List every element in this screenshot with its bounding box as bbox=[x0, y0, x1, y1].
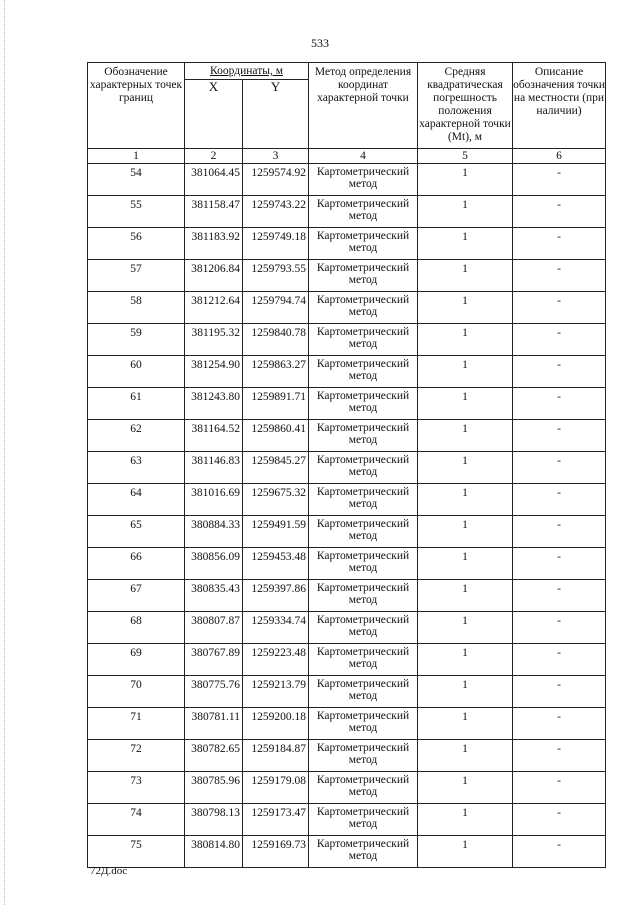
accuracy-cell: 1 bbox=[418, 228, 513, 260]
table-row bbox=[88, 196, 606, 228]
method-cell: Картометрический метод bbox=[309, 676, 418, 708]
header-designation: Обозначение характерных точек границ bbox=[88, 63, 185, 149]
x-coordinate-cell: 381254.90 bbox=[185, 356, 243, 388]
accuracy-cell: 1 bbox=[418, 292, 513, 324]
x-coordinate-cell: 380781.11 bbox=[185, 708, 243, 740]
point-id-cell: 55 bbox=[88, 196, 185, 228]
point-id-cell: 58 bbox=[88, 292, 185, 324]
method-cell: Картометрический метод bbox=[309, 164, 418, 196]
description-cell: - bbox=[513, 804, 606, 836]
description-cell: - bbox=[513, 548, 606, 580]
accuracy-cell: 1 bbox=[418, 740, 513, 772]
table-row bbox=[88, 836, 606, 868]
x-coordinate-cell: 381158.47 bbox=[185, 196, 243, 228]
header-y: Y bbox=[243, 80, 309, 149]
accuracy-cell: 1 bbox=[418, 612, 513, 644]
method-cell: Картометрический метод bbox=[309, 356, 418, 388]
description-cell: - bbox=[513, 388, 606, 420]
accuracy-cell: 1 bbox=[418, 644, 513, 676]
column-number: 4 bbox=[309, 149, 418, 164]
header-accuracy: Средняя квадратическая погрешность положения характерной точки (Mt), м bbox=[418, 63, 513, 149]
x-coordinate-cell: 381195.32 bbox=[185, 324, 243, 356]
point-id-cell: 54 bbox=[88, 164, 185, 196]
table-row bbox=[88, 452, 606, 484]
accuracy-cell: 1 bbox=[418, 484, 513, 516]
table-row bbox=[88, 516, 606, 548]
accuracy-cell: 1 bbox=[418, 836, 513, 868]
x-coordinate-cell: 380814.80 bbox=[185, 836, 243, 868]
table-row bbox=[88, 676, 606, 708]
y-coordinate-cell: 1259200.18 bbox=[243, 708, 309, 740]
description-cell: - bbox=[513, 612, 606, 644]
header-description: Описание обозначения точки на местности (при наличии) bbox=[513, 63, 606, 149]
point-id-cell: 69 bbox=[88, 644, 185, 676]
page-number: 533 bbox=[311, 36, 329, 50]
point-id-cell: 65 bbox=[88, 516, 185, 548]
method-cell: Картометрический метод bbox=[309, 580, 418, 612]
point-id-cell: 57 bbox=[88, 260, 185, 292]
description-cell: - bbox=[513, 324, 606, 356]
x-coordinate-cell: 381183.92 bbox=[185, 228, 243, 260]
point-id-cell: 67 bbox=[88, 580, 185, 612]
point-id-cell: 56 bbox=[88, 228, 185, 260]
y-coordinate-cell: 1259491.59 bbox=[243, 516, 309, 548]
method-cell: Картометрический метод bbox=[309, 260, 418, 292]
method-cell: Картометрический метод bbox=[309, 772, 418, 804]
boundary-points-table bbox=[87, 62, 606, 868]
column-number: 5 bbox=[418, 149, 513, 164]
x-coordinate-cell: 380835.43 bbox=[185, 580, 243, 612]
method-cell: Картометрический метод bbox=[309, 420, 418, 452]
description-cell: - bbox=[513, 644, 606, 676]
description-cell: - bbox=[513, 292, 606, 324]
description-cell: - bbox=[513, 420, 606, 452]
point-id-cell: 71 bbox=[88, 708, 185, 740]
coordinates-table-container bbox=[87, 62, 605, 868]
accuracy-cell: 1 bbox=[418, 324, 513, 356]
point-id-cell: 74 bbox=[88, 804, 185, 836]
y-coordinate-cell: 1259334.74 bbox=[243, 612, 309, 644]
column-number: 6 bbox=[513, 149, 606, 164]
accuracy-cell: 1 bbox=[418, 772, 513, 804]
header-x: X bbox=[185, 80, 243, 149]
x-coordinate-cell: 380767.89 bbox=[185, 644, 243, 676]
column-number: 3 bbox=[243, 149, 309, 164]
method-cell: Картометрический метод bbox=[309, 548, 418, 580]
method-cell: Картометрический метод bbox=[309, 836, 418, 868]
point-id-cell: 70 bbox=[88, 676, 185, 708]
accuracy-cell: 1 bbox=[418, 580, 513, 612]
y-coordinate-cell: 1259179.08 bbox=[243, 772, 309, 804]
description-cell: - bbox=[513, 452, 606, 484]
point-id-cell: 59 bbox=[88, 324, 185, 356]
table-row bbox=[88, 740, 606, 772]
x-coordinate-cell: 381212.64 bbox=[185, 292, 243, 324]
point-id-cell: 64 bbox=[88, 484, 185, 516]
y-coordinate-cell: 1259184.87 bbox=[243, 740, 309, 772]
table-row bbox=[88, 292, 606, 324]
method-cell: Картометрический метод bbox=[309, 612, 418, 644]
y-coordinate-cell: 1259793.55 bbox=[243, 260, 309, 292]
x-coordinate-cell: 380798.13 bbox=[185, 804, 243, 836]
y-coordinate-cell: 1259574.92 bbox=[243, 164, 309, 196]
y-coordinate-cell: 1259743.22 bbox=[243, 196, 309, 228]
x-coordinate-cell: 380775.76 bbox=[185, 676, 243, 708]
accuracy-cell: 1 bbox=[418, 356, 513, 388]
x-coordinate-cell: 380807.87 bbox=[185, 612, 243, 644]
x-coordinate-cell: 380884.33 bbox=[185, 516, 243, 548]
table-row bbox=[88, 644, 606, 676]
accuracy-cell: 1 bbox=[418, 548, 513, 580]
accuracy-cell: 1 bbox=[418, 388, 513, 420]
method-cell: Картометрический метод bbox=[309, 804, 418, 836]
header-coordinates: Координаты, м bbox=[185, 63, 309, 80]
y-coordinate-cell: 1259845.27 bbox=[243, 452, 309, 484]
y-coordinate-cell: 1259675.32 bbox=[243, 484, 309, 516]
y-coordinate-cell: 1259213.79 bbox=[243, 676, 309, 708]
y-coordinate-cell: 1259169.73 bbox=[243, 836, 309, 868]
table-row bbox=[88, 804, 606, 836]
header-row-1 bbox=[88, 63, 606, 80]
method-cell: Картометрический метод bbox=[309, 452, 418, 484]
method-cell: Картометрический метод bbox=[309, 708, 418, 740]
table-row bbox=[88, 708, 606, 740]
point-id-cell: 62 bbox=[88, 420, 185, 452]
x-coordinate-cell: 381206.84 bbox=[185, 260, 243, 292]
point-id-cell: 75 bbox=[88, 836, 185, 868]
x-coordinate-cell: 380782.65 bbox=[185, 740, 243, 772]
x-coordinate-cell: 381016.69 bbox=[185, 484, 243, 516]
description-cell: - bbox=[513, 740, 606, 772]
accuracy-cell: 1 bbox=[418, 260, 513, 292]
x-coordinate-cell: 381243.80 bbox=[185, 388, 243, 420]
x-coordinate-cell: 381146.83 bbox=[185, 452, 243, 484]
table-row bbox=[88, 388, 606, 420]
y-coordinate-cell: 1259397.86 bbox=[243, 580, 309, 612]
point-id-cell: 61 bbox=[88, 388, 185, 420]
description-cell: - bbox=[513, 196, 606, 228]
table-row bbox=[88, 356, 606, 388]
y-coordinate-cell: 1259860.41 bbox=[243, 420, 309, 452]
description-cell: - bbox=[513, 772, 606, 804]
description-cell: - bbox=[513, 164, 606, 196]
y-coordinate-cell: 1259863.27 bbox=[243, 356, 309, 388]
method-cell: Картометрический метод bbox=[309, 644, 418, 676]
table-row bbox=[88, 228, 606, 260]
description-cell: - bbox=[513, 484, 606, 516]
accuracy-cell: 1 bbox=[418, 708, 513, 740]
y-coordinate-cell: 1259840.78 bbox=[243, 324, 309, 356]
point-id-cell: 73 bbox=[88, 772, 185, 804]
accuracy-cell: 1 bbox=[418, 164, 513, 196]
description-cell: - bbox=[513, 836, 606, 868]
accuracy-cell: 1 bbox=[418, 804, 513, 836]
x-coordinate-cell: 381064.45 bbox=[185, 164, 243, 196]
table-row bbox=[88, 324, 606, 356]
y-coordinate-cell: 1259891.71 bbox=[243, 388, 309, 420]
column-number-row bbox=[88, 149, 606, 164]
point-id-cell: 66 bbox=[88, 548, 185, 580]
x-coordinate-cell: 380785.96 bbox=[185, 772, 243, 804]
description-cell: - bbox=[513, 580, 606, 612]
x-coordinate-cell: 381164.52 bbox=[185, 420, 243, 452]
column-number: 1 bbox=[88, 149, 185, 164]
description-cell: - bbox=[513, 356, 606, 388]
point-id-cell: 63 bbox=[88, 452, 185, 484]
y-coordinate-cell: 1259173.47 bbox=[243, 804, 309, 836]
x-coordinate-cell: 380856.09 bbox=[185, 548, 243, 580]
accuracy-cell: 1 bbox=[418, 676, 513, 708]
header-method: Метод определения координат характерной точки bbox=[309, 63, 418, 149]
method-cell: Картометрический метод bbox=[309, 196, 418, 228]
method-cell: Картометрический метод bbox=[309, 292, 418, 324]
table-row bbox=[88, 164, 606, 196]
table-row bbox=[88, 772, 606, 804]
description-cell: - bbox=[513, 708, 606, 740]
description-cell: - bbox=[513, 676, 606, 708]
y-coordinate-cell: 1259453.48 bbox=[243, 548, 309, 580]
table-row bbox=[88, 612, 606, 644]
accuracy-cell: 1 bbox=[418, 452, 513, 484]
accuracy-cell: 1 bbox=[418, 420, 513, 452]
accuracy-cell: 1 bbox=[418, 196, 513, 228]
description-cell: - bbox=[513, 516, 606, 548]
accuracy-cell: 1 bbox=[418, 516, 513, 548]
scan-margin-line bbox=[4, 0, 6, 905]
method-cell: Картометрический метод bbox=[309, 388, 418, 420]
y-coordinate-cell: 1259749.18 bbox=[243, 228, 309, 260]
column-number: 2 bbox=[185, 149, 243, 164]
description-cell: - bbox=[513, 260, 606, 292]
table-row bbox=[88, 484, 606, 516]
table-row bbox=[88, 580, 606, 612]
point-id-cell: 68 bbox=[88, 612, 185, 644]
y-coordinate-cell: 1259794.74 bbox=[243, 292, 309, 324]
point-id-cell: 72 bbox=[88, 740, 185, 772]
footer-filename: 72Д.doc bbox=[90, 865, 128, 877]
point-id-cell: 60 bbox=[88, 356, 185, 388]
method-cell: Картометрический метод bbox=[309, 516, 418, 548]
table-row bbox=[88, 420, 606, 452]
method-cell: Картометрический метод bbox=[309, 740, 418, 772]
table-body bbox=[88, 164, 606, 868]
method-cell: Картометрический метод bbox=[309, 324, 418, 356]
method-cell: Картометрический метод bbox=[309, 228, 418, 260]
description-cell: - bbox=[513, 228, 606, 260]
table-row bbox=[88, 548, 606, 580]
method-cell: Картометрический метод bbox=[309, 484, 418, 516]
table-row bbox=[88, 260, 606, 292]
y-coordinate-cell: 1259223.48 bbox=[243, 644, 309, 676]
